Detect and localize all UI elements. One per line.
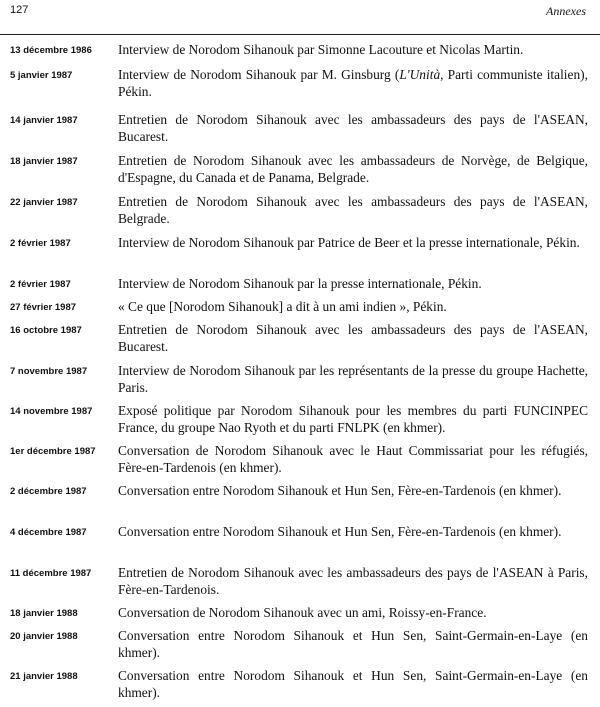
list-item [0, 111, 600, 152]
list-item [0, 234, 600, 275]
entry-date: 16 octobre 1987 [10, 325, 82, 336]
list-item [0, 667, 600, 707]
entry-date: 2 décembre 1987 [10, 486, 87, 497]
entry-description: Interview de Norodom Sihanouk par Patrice de Beer et la presse internationale, Pékin. [118, 235, 580, 250]
entry-date: 18 janvier 1988 [10, 608, 78, 619]
list-item [0, 41, 600, 66]
list-item [0, 193, 600, 234]
entry-description: Entretien de Norodom Sihanouk avec les ambassadeurs de Norvège, de Belgique, d'Espagne, du Canada et de Panama, Belgrade. [118, 153, 588, 185]
entry-description: Entretien de Norodom Sihanouk avec les ambassadeurs des pays de l'ASEAN à Paris, Fère-en-Tardenois. [118, 565, 588, 597]
list-item [0, 482, 600, 523]
entry-description: Interview de Norodom Sihanouk par Simonne Lacouture et Nicolas Martin. [118, 42, 524, 57]
chronology-list [0, 41, 600, 707]
entry-description: Interview de Norodom Sihanouk par M. Ginsburg (L'Unità, Parti communiste italien), Pékin. [118, 67, 588, 99]
entry-description: Entretien de Norodom Sihanouk avec les ambassadeurs des pays de l'ASEAN, Belgrade. [118, 194, 588, 226]
list-item [0, 152, 600, 193]
entry-date: 4 décembre 1987 [10, 527, 87, 538]
entry-date: 2 février 1987 [10, 279, 71, 290]
entry-date: 14 janvier 1987 [10, 115, 78, 126]
entry-date: 2 février 1987 [10, 238, 71, 249]
entry-date: 27 février 1987 [10, 302, 77, 313]
entry-date: 1er décembre 1987 [10, 446, 96, 457]
entry-description: Conversation entre Norodom Sihanouk et Hun Sen, Saint-Germain-en-Laye (en khmer). [118, 628, 588, 660]
entry-description: Conversation entre Norodom Sihanouk et Hun Sen, Fère-en-Tardenois (en khmer). [118, 483, 562, 498]
entry-description: Entretien de Norodom Sihanouk avec les ambassadeurs des pays de l'ASEAN, Bucarest. [118, 322, 588, 354]
entry-description: Conversation de Norodom Sihanouk avec le Haut Commissariat pour les réfugiés, Fère-en-Tardenois (en khmer). [118, 443, 588, 475]
entry-date: 18 janvier 1987 [10, 156, 78, 167]
entry-date: 5 janvier 1987 [10, 70, 73, 81]
entry-date: 7 novembre 1987 [10, 366, 88, 377]
list-item [0, 627, 600, 667]
entry-description: Interview de Norodom Sihanouk par la presse internationale, Pékin. [118, 276, 482, 291]
list-item [0, 402, 600, 442]
list-item [0, 275, 600, 298]
entry-date: 20 janvier 1988 [10, 631, 78, 642]
entry-date: 14 novembre 1987 [10, 406, 93, 417]
entry-date: 22 janvier 1987 [10, 197, 78, 208]
section-title: Annexes [546, 4, 586, 18]
entry-date: 21 janvier 1988 [10, 671, 78, 682]
entry-description: Exposé politique par Norodom Sihanouk pour les membres du parti FUNCINPEC France, du groupe Nao Ryoth et du parti FNLPK (en khmer). [118, 403, 588, 435]
entry-date: 11 décembre 1987 [10, 568, 92, 579]
entry-description: Conversation entre Norodom Sihanouk et Hun Sen, Fère-en-Tardenois (en khmer). [118, 524, 562, 539]
list-item [0, 298, 600, 321]
entry-date: 13 décembre 1986 [10, 45, 92, 56]
entry-description: Interview de Norodom Sihanouk par les représentants de la presse du groupe Hachette, Paris. [118, 363, 588, 395]
list-item [0, 442, 600, 482]
entry-description: Conversation entre Norodom Sihanouk et Hun Sen, Saint-Germain-en-Laye (en khmer). [118, 668, 588, 700]
list-item [0, 321, 600, 362]
entry-description: « Ce que [Norodom Sihanouk] a dit à un ami indien », Pékin. [118, 299, 447, 314]
page-number: 127 [10, 4, 29, 16]
list-item [0, 523, 600, 564]
entry-description: Conversation de Norodom Sihanouk avec un ami, Roissy-en-France. [118, 605, 487, 620]
list-item [0, 362, 600, 402]
list-item [0, 66, 600, 111]
entry-description: Entretien de Norodom Sihanouk avec les ambassadeurs des pays de l'ASEAN, Bucarest. [118, 112, 588, 144]
list-item [0, 564, 600, 604]
page-header [0, 0, 600, 35]
newspaper-title: L'Unità [399, 67, 441, 82]
list-item [0, 604, 600, 627]
